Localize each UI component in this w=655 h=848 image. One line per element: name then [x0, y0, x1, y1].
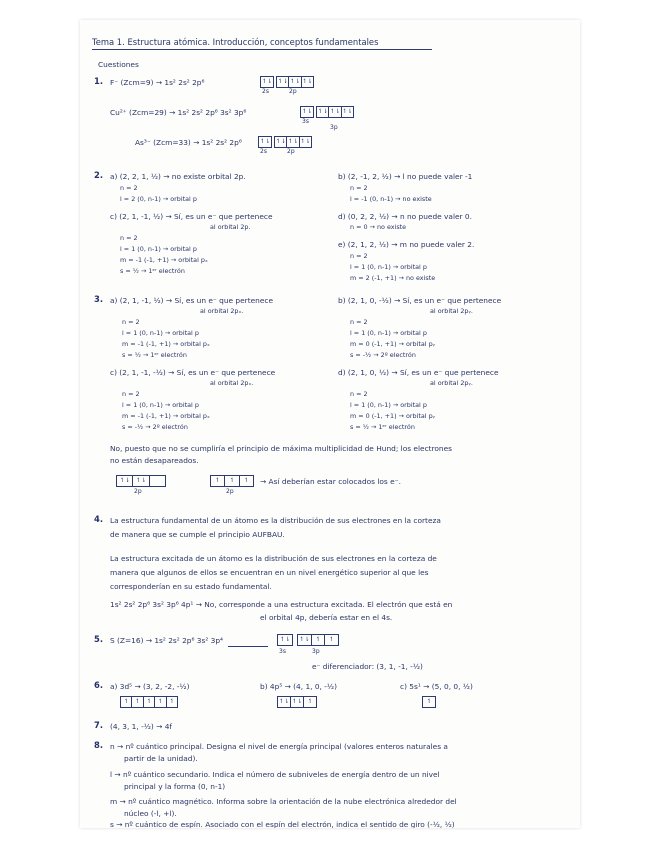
orbital-cell: ↿⇂	[291, 698, 303, 705]
q2-b-line1: b) (2, -1, 2, ½) → l no puede valer -1	[338, 172, 473, 181]
q2-e-line2: n = 2	[350, 252, 368, 260]
q2-b-line3: l = -1 (0, n-1) → no existe	[350, 195, 432, 203]
orbital-label: 3p	[330, 124, 338, 131]
question-3-number: 3.	[94, 294, 104, 304]
q3-correct-orbital-box	[210, 475, 254, 487]
q3-c-line2: al orbital 2pₓ.	[210, 379, 254, 387]
q2-c-line6: s = ½ → 1ᵉʳ electrón	[120, 267, 185, 275]
q4-line6: 1s² 2s² 2p⁶ 3s² 3p⁶ 4p¹ → No, corresponde a una estructura excitada. El electrón que está en	[110, 600, 453, 609]
q3-c-line3: n = 2	[122, 390, 140, 398]
q2-a-line2: n = 2	[120, 184, 138, 192]
q6-b: b) 4p⁵ → (4, 1, 0, -½)	[260, 682, 337, 691]
q3-a-line3: n = 2	[122, 318, 140, 326]
orbital-cell: ↿	[312, 635, 326, 645]
orbital-cell: ↿	[426, 698, 432, 705]
q8-l-line2: principal y la forma (0, n-1)	[124, 782, 226, 791]
q2-c-line5: m = -1 (-1, +1) → orbital pₓ	[120, 256, 208, 264]
orbital-cell: ↿	[243, 477, 249, 484]
orbital-cell: ↿⇂	[275, 138, 286, 145]
orbital-cell: ↿⇂	[298, 635, 312, 645]
q1-f-box-2p	[276, 76, 314, 88]
q2-c-line1: c) (2, 1, -1, ½) → Sí, es un e⁻ que pertenece	[110, 212, 273, 221]
orbital-label: 2s	[260, 148, 267, 155]
q1-copper-config: Cu²⁺ (Zcm=29) → 1s² 2s² 2p⁶ 3s² 3p⁶	[110, 108, 247, 117]
q6-a: a) 3d⁵ → (3, 2, -2, -½)	[110, 682, 190, 691]
q1-fluorine-config: F⁻ (Zcm=9) → 1s² 2s² 2p⁶	[110, 78, 205, 87]
q3-hund-line2: no están desapareados.	[110, 456, 199, 465]
q4-line2: de manera que se cumple el principio AUFBAU.	[110, 530, 285, 539]
q8-s-line1: s → nº cuántico de espín. Asociado con el espín del electrón, indica el sentido de giro (-½, ½)	[110, 820, 455, 828]
question-6-number: 6.	[94, 680, 104, 690]
q8-n-line1: n → nº cuántico principal. Designa el nivel de energía principal (valores enteros naturales a	[110, 742, 448, 751]
question-8-number: 8.	[94, 740, 104, 750]
paper-sheet	[80, 20, 580, 828]
orbital-cell: ↿⇂	[277, 78, 288, 85]
orbital-cell	[150, 476, 165, 486]
q4-line7: el orbital 4p, debería estar en el 4s.	[260, 613, 393, 622]
q3-d-line4: l = 1 (0, n-1) → orbital p	[350, 401, 427, 409]
orbital-cell: ↿⇂	[287, 138, 299, 145]
q3-a-line1: a) (2, 1, -1, ½) → Sí, es un e⁻ que pertenece	[110, 296, 273, 305]
q2-b-line2: n = 2	[350, 184, 368, 192]
orbital-cell: ↿⇂	[301, 108, 313, 115]
orbital-cell: ↿	[307, 698, 313, 705]
orbital-cell: ↿⇂	[289, 78, 301, 85]
orbital-cell: ↿	[225, 476, 239, 486]
q3-wrong-orbital-box	[116, 475, 166, 487]
orbital-cell: ↿⇂	[259, 138, 271, 145]
orbital-label: 2p	[289, 88, 297, 95]
q3-arrow-text: → Así deberían estar colocados los e⁻.	[260, 477, 401, 486]
orbital-cell: ↿⇂	[342, 108, 353, 115]
q2-e-line3: l = 1 (0, n-1) → orbital p	[350, 263, 427, 271]
q1-arsenic-config: As³⁻ (Zcm=33) → 1s² 2s² 2p⁶	[135, 138, 242, 147]
question-7-number: 7.	[94, 720, 104, 730]
q5-config: S (Z=16) → 1s² 2s² 2p⁶ 3s² 3p⁴	[110, 636, 224, 645]
orbital-label: 3s	[279, 648, 286, 655]
orbital-label: 3p	[312, 648, 320, 655]
q6-c: c) 5s¹ → (5, 0, 0, ½)	[400, 682, 473, 691]
q2-c-line3: n = 2	[120, 234, 138, 242]
q3-a-line5: m = -1 (-1, +1) → orbital pₓ	[122, 340, 210, 348]
q3-c-line5: m = -1 (-1, +1) → orbital pₓ	[122, 412, 210, 420]
q3-hund-line1: No, puesto que no se cumpliría el principio de máxima multiplicidad de Hund; los electrones	[110, 444, 453, 453]
question-1-number: 1.	[94, 76, 104, 86]
q3-d-line6: s = ½ → 1ᵉʳ electrón	[350, 423, 415, 431]
question-5-number: 5.	[94, 634, 104, 644]
orbital-cell: ↿⇂	[317, 108, 328, 115]
q4-line1: La estructura fundamental de un átomo es la distribución de sus electrones en la corteza	[110, 516, 441, 525]
q8-l-line1: l → nº cuántico secundario. Indica el número de subniveles de energía dentro de un nivel	[110, 770, 440, 779]
q1-cu-box-3p	[316, 106, 354, 118]
question-2-number: 2.	[94, 170, 104, 180]
q2-a-line3: l = 2 (0, n-1) → orbital p	[120, 195, 197, 203]
page-title: Tema 1. Estructura atómica. Introducción, conceptos fundamentales	[92, 37, 379, 47]
q2-e-line4: m = 2 (-1, +1) → no existe	[350, 274, 436, 282]
q3-d-line3: n = 2	[350, 390, 368, 398]
q1-f-box-2s	[260, 76, 274, 88]
q1-cu-box-3s	[300, 106, 314, 118]
orbital-cell: ↿⇂	[133, 476, 149, 486]
q8-m-line2: núcleo (-l, +l).	[124, 809, 177, 818]
q8-m-line1: m → nº cuántico magnético. Informa sobre la orientación de la nube electrónica alrededor del	[110, 797, 457, 806]
q3-b-line2: al orbital 2pᵧ.	[430, 307, 473, 315]
q5-differentiating-electron: e⁻ diferenciador: (3, 1, -1, -½)	[312, 662, 423, 671]
q2-c-line2: al orbital 2p.	[210, 223, 251, 231]
orbital-cell: ↿⇂	[261, 78, 273, 85]
q3-c-line4: l = 1 (0, n-1) → orbital p	[122, 401, 199, 409]
section-heading: Cuestiones	[98, 60, 139, 69]
q2-d-line1: d) (0, 2, 2, ½) → n no puede valer 0.	[338, 212, 472, 221]
q5-box-3s	[277, 634, 293, 646]
orbital-cell: ↿	[121, 697, 132, 707]
orbital-cell: ↿	[144, 697, 155, 707]
orbital-cell: ↿⇂	[329, 108, 341, 115]
orbital-cell: ↿	[211, 476, 225, 486]
q3-d-line5: m = 0 (-1, +1) → orbital pᵧ	[350, 412, 436, 420]
orbital-label: 2s	[262, 88, 269, 95]
q3-b-line4: l = 1 (0, n-1) → orbital p	[350, 329, 427, 337]
orbital-cell: ↿	[329, 636, 335, 643]
q4-line5: corresponderían en su estado fundamental.	[110, 582, 272, 591]
q2-e-line1: e) (2, 1, 2, ½) → m no puede valer 2.	[338, 240, 475, 249]
q3-b-line6: s = -½ → 2º electrón	[350, 351, 416, 359]
orbital-label: 2p	[287, 148, 295, 155]
q2-d-line2: n = 0 → no existe	[350, 223, 407, 231]
q3-a-line2: al orbital 2pₓ.	[200, 307, 244, 315]
q4-line4: manera que algunos de ellos se encuentran en un nivel energético superior al que les	[110, 568, 429, 577]
orbital-label: 3s	[302, 118, 309, 125]
orbital-cell: ↿	[155, 697, 166, 707]
q3-b-line5: m = 0 (-1, +1) → orbital pᵧ	[350, 340, 436, 348]
q6-c-box	[422, 696, 436, 708]
q4-line3: La estructura excitada de un átomo es la distribución de sus electrones en la corteza de	[110, 554, 437, 563]
q3-c-line6: s = -½ → 2º electrón	[122, 423, 188, 431]
orbital-cell: ↿⇂	[300, 138, 311, 145]
q7-text: (4, 3, 1, -½) → 4f	[110, 722, 172, 731]
q5-underline	[228, 646, 268, 647]
orbital-cell: ↿⇂	[279, 636, 291, 643]
orbital-cell: ↿⇂	[302, 78, 313, 85]
q1-as-box-2p	[274, 136, 312, 148]
orbital-cell: ↿	[132, 697, 143, 707]
q2-c-line4: l = 1 (0, n-1) → orbital p	[120, 245, 197, 253]
q8-n-line2: partir de la unidad).	[124, 754, 198, 763]
q3-d-line2: al orbital 2pᵧ.	[430, 379, 473, 387]
q3-b-line3: n = 2	[350, 318, 368, 326]
q6-a-boxes	[120, 696, 178, 708]
q3-b-line1: b) (2, 1, 0, -½) → Sí, es un e⁻ que pertenece	[338, 296, 502, 305]
q3-a-line4: l = 1 (0, n-1) → orbital p	[122, 329, 199, 337]
orbital-cell: ↿⇂	[278, 698, 290, 705]
q6-b-boxes	[277, 696, 317, 708]
q1-as-box-2s	[258, 136, 272, 148]
title-underline	[92, 49, 432, 50]
question-4-number: 4.	[94, 514, 104, 524]
q3-c-line1: c) (2, 1, -1, -½) → Sí, es un e⁻ que pertenece	[110, 368, 276, 377]
q3-d-line1: d) (2, 1, 0, ½) → Sí, es un e⁻ que pertenece	[338, 368, 499, 377]
orbital-cell: ↿	[169, 698, 175, 705]
handwritten-page	[80, 20, 580, 828]
q3-a-line6: s = ½ → 1ᵉʳ electrón	[122, 351, 187, 359]
orbital-label: 2p	[134, 488, 142, 495]
q2-a-line1: a) (2, 2, 1, ½) → no existe orbital 2p.	[110, 172, 246, 181]
orbital-label: 2p	[226, 488, 234, 495]
orbital-cell: ↿⇂	[117, 476, 133, 486]
q5-box-3p	[297, 634, 339, 646]
